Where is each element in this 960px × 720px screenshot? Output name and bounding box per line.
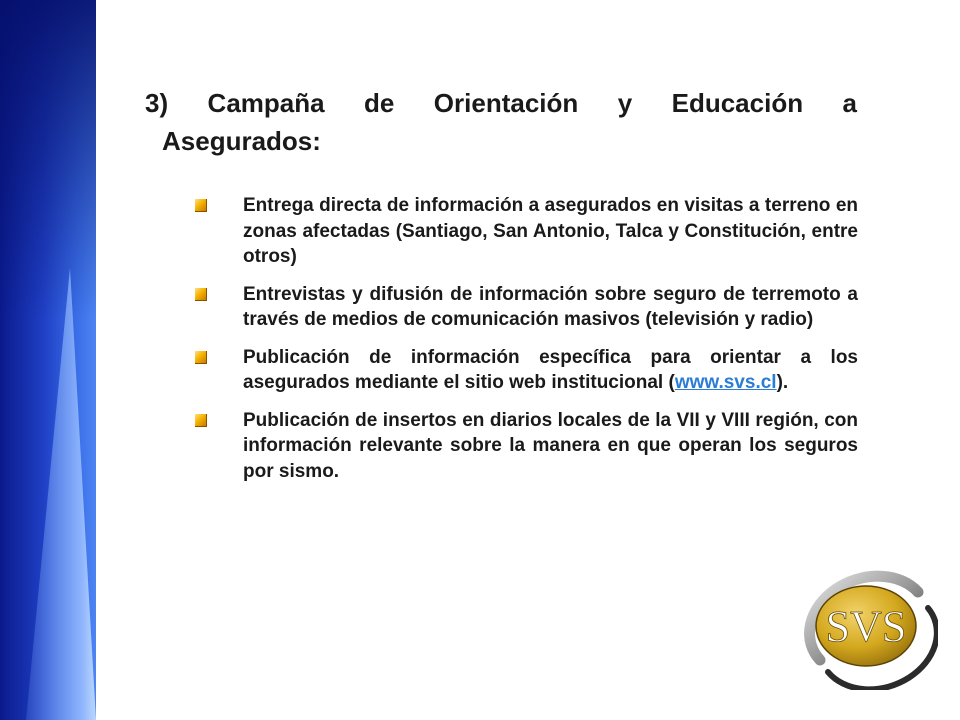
bullet-text-before-link: Publicación de información específica para orientar a los asegurados mediante el sitio web institucional ( <box>243 346 858 393</box>
bullet-square-icon <box>195 351 207 364</box>
band-decoration <box>0 0 96 720</box>
bullet-text: Entrega directa de información a asegurados en visitas a terreno en zonas afectadas (Santiago, San Antonio, Talca y Constitución, entre otros) <box>243 195 858 267</box>
bullet-item-1 <box>190 193 858 270</box>
band-shine <box>26 268 96 720</box>
bullet-text: Entrevistas y difusión de información sobre seguro de terremoto a través de medios de comunicación masivos (televisión y radio) <box>243 283 858 330</box>
bullet-item-2 <box>190 282 858 333</box>
bullet-text: Publicación de insertos en diarios locales de la VII y VIII región, con información relevante sobre la manera en que operan los seguros por sismo. <box>243 409 858 482</box>
svs-logo <box>800 568 938 690</box>
bullet-item-3 <box>190 345 858 396</box>
slide-title-line2: Asegurados: <box>162 126 321 156</box>
website-link[interactable]: www.svs.cl <box>674 372 777 393</box>
bullet-square-icon <box>195 199 207 212</box>
bullet-square-icon <box>195 288 207 301</box>
slide-title <box>145 84 857 160</box>
bullet-text <box>243 345 858 396</box>
svs-logo-graphic <box>800 568 938 690</box>
side-band <box>0 0 96 720</box>
bullet-text-after-link: ). <box>776 372 789 393</box>
bullet-item-4 <box>190 408 858 485</box>
bullet-square-icon <box>195 414 207 427</box>
slide-title-line1: 3) Campaña de Orientación y Educación a <box>145 88 857 118</box>
svs-logo-text: SVS <box>825 602 907 651</box>
bullet-list <box>190 193 858 496</box>
